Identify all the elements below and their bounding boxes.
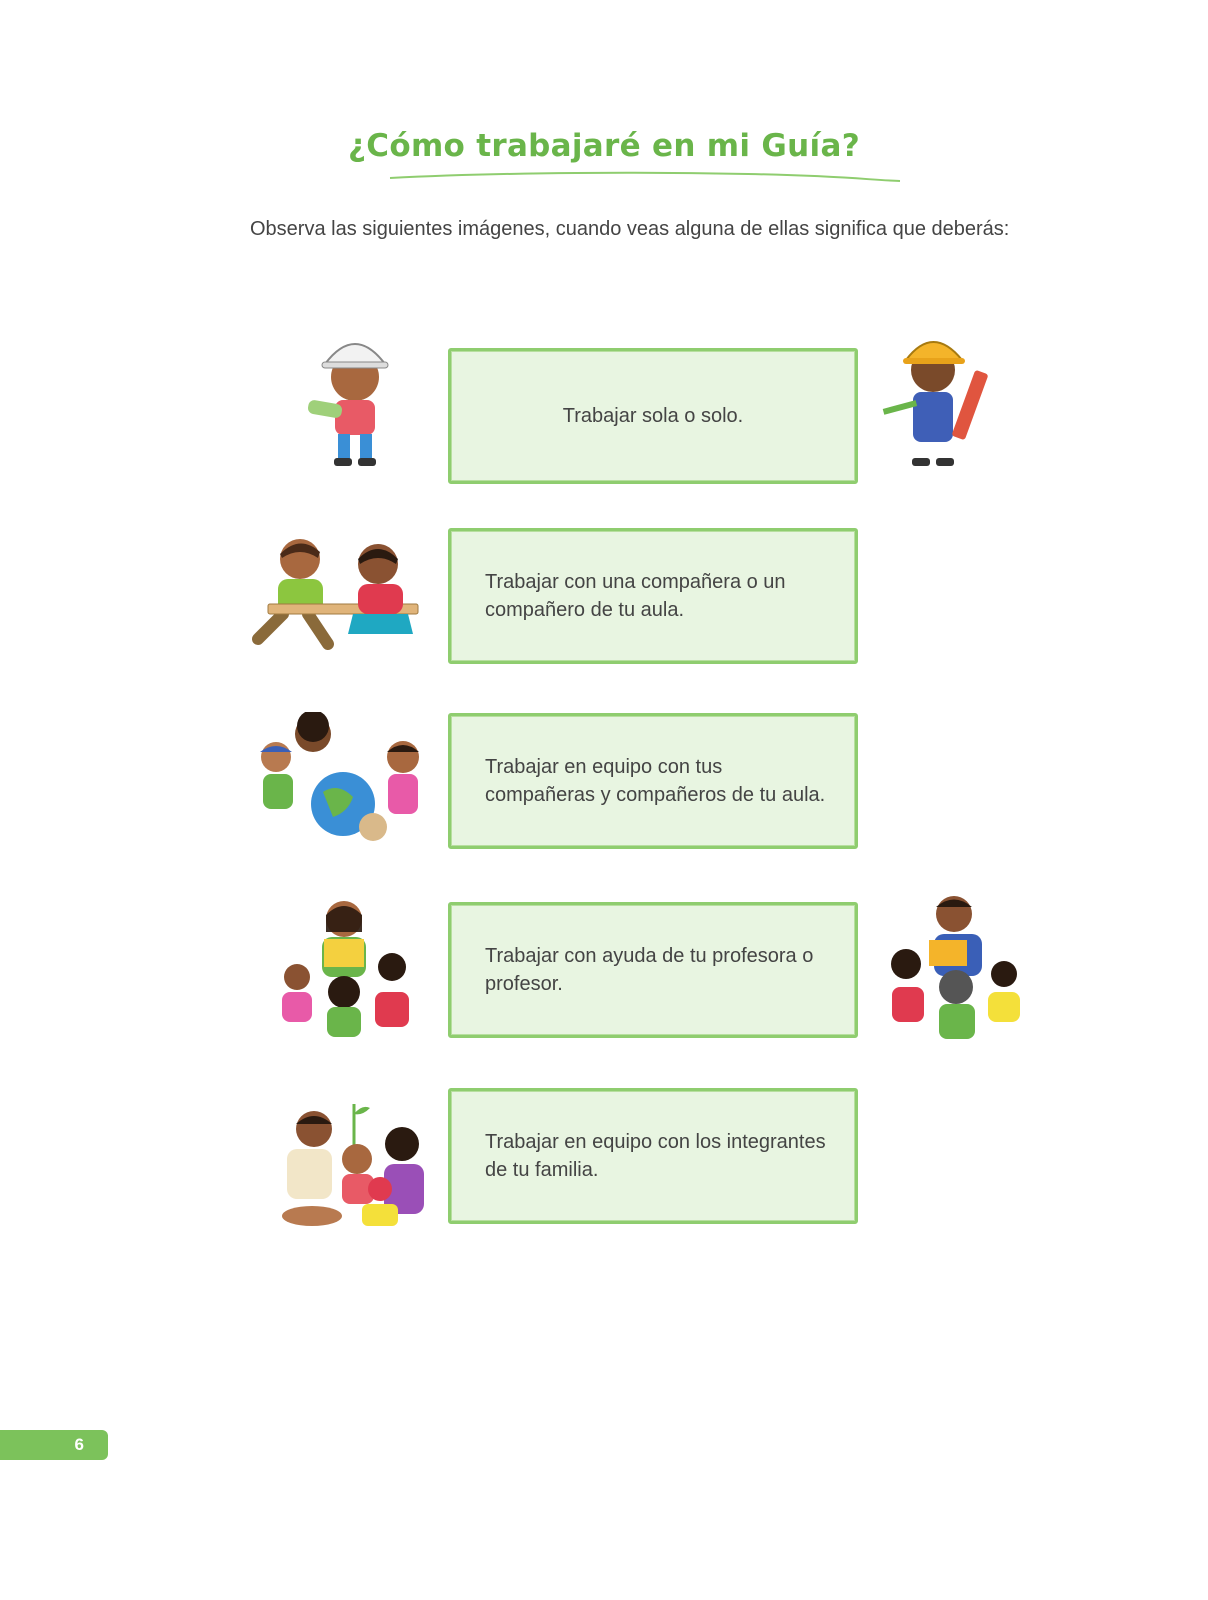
- card-label: Trabajar en equipo con tus compañeras y compañeros de tu aula.: [485, 756, 826, 806]
- teacher-reading-to-children-illustration: [272, 897, 417, 1042]
- intro-text: Observa las siguientes imágenes, cuando veas alguna de ellas significa que deberás:: [250, 218, 1010, 240]
- title-underline: [388, 170, 903, 184]
- girl-with-helmet-illustration: [300, 322, 410, 472]
- page-title: ¿Cómo trabajaré en mi Guía?: [348, 128, 860, 164]
- two-children-carrying-board-illustration: [248, 534, 433, 659]
- card-work-in-class-team: [448, 713, 858, 849]
- card-label: Trabajar con ayuda de tu profesora o profesor.: [485, 945, 814, 995]
- children-around-globe-illustration: [248, 712, 433, 847]
- card-label: Trabajar con una compañera o un compañero de tu aula.: [485, 571, 786, 621]
- male-teacher-reading-illustration: [884, 892, 1034, 1047]
- card-label: Trabajar sola o solo.: [562, 405, 744, 427]
- card-work-with-family: [448, 1088, 858, 1224]
- card-work-alone: [448, 348, 858, 484]
- family-planting-illustration: [262, 1094, 432, 1234]
- card-label: Trabajar en equipo con los integrantes de tu familia.: [485, 1131, 826, 1181]
- page-number: 6: [0, 1430, 108, 1460]
- card-work-in-pairs: [448, 528, 858, 664]
- boy-with-helmet-illustration: [878, 320, 1003, 470]
- card-work-with-teacher: [448, 902, 858, 1038]
